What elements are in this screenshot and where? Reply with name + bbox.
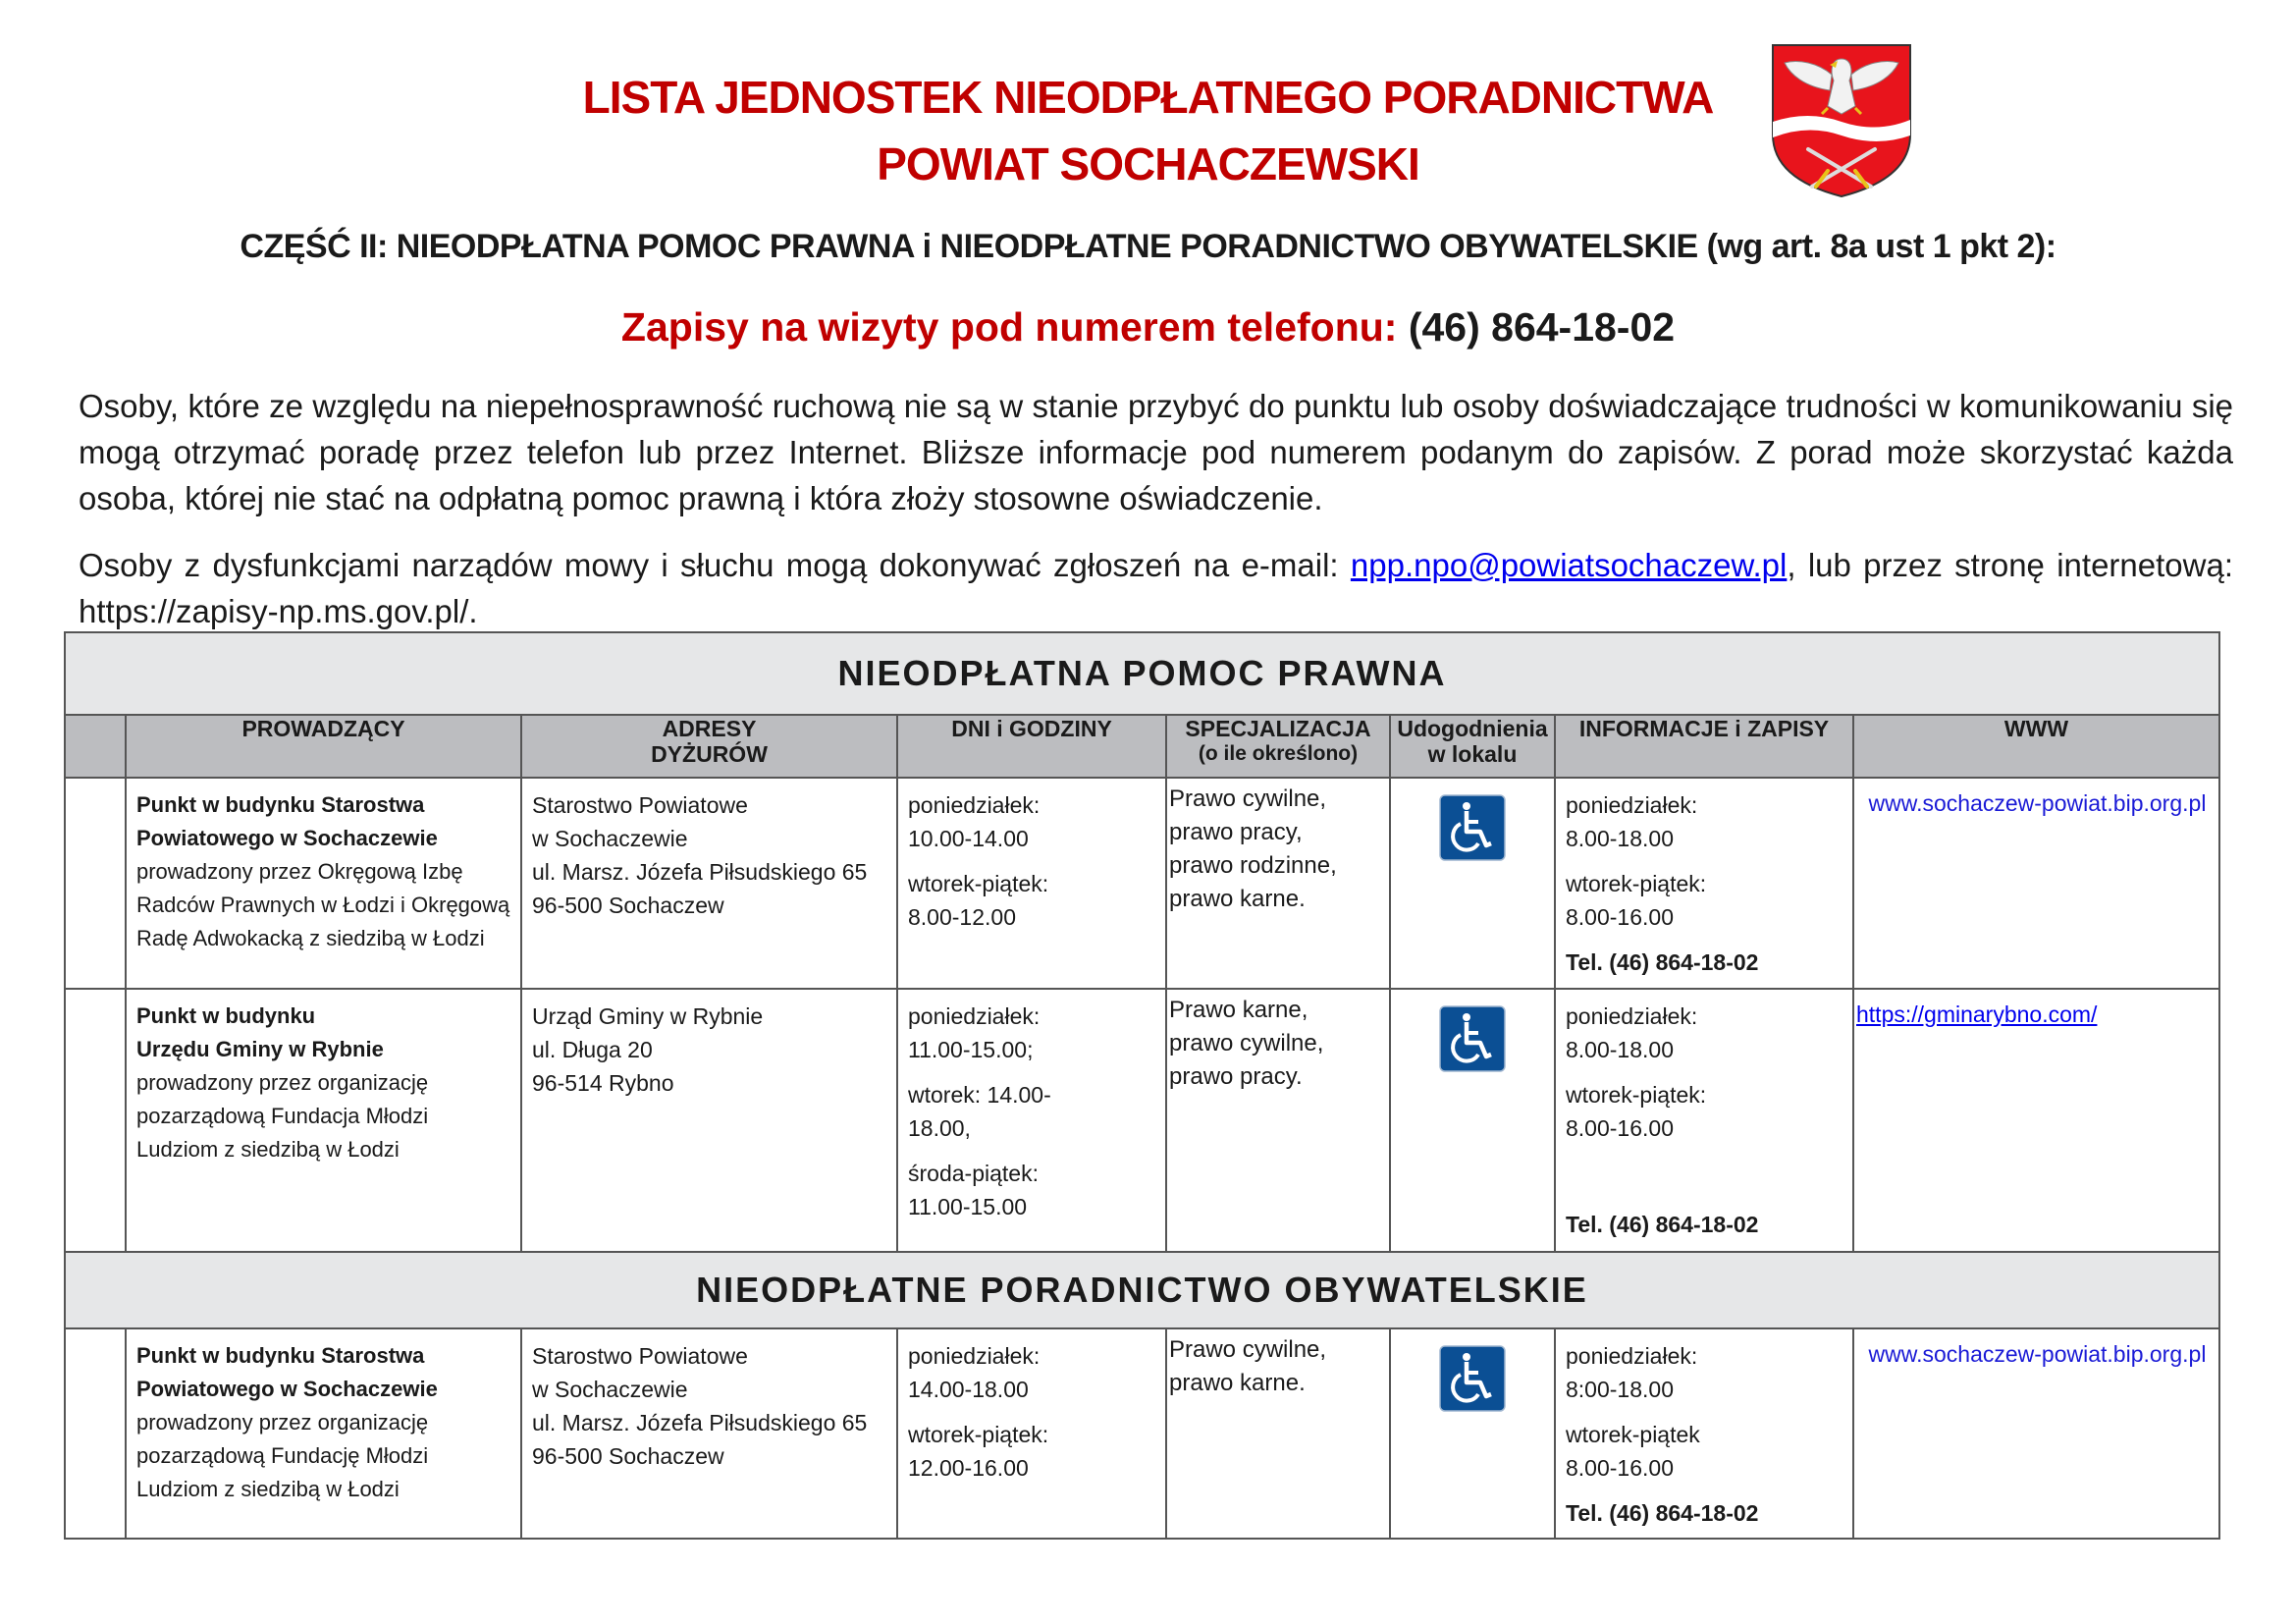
wheelchair-icon [1439, 1345, 1506, 1412]
table-row [65, 1328, 2219, 1539]
www-link[interactable]: www.sochaczew-powiat.bip.org.pl [1868, 1341, 2207, 1367]
section-title-legal-aid: NIEODPŁATNA POMOC PRAWNA [65, 632, 2219, 715]
info-time: 8:00-18.00 [1566, 1377, 1674, 1402]
accessibility-cell [1390, 1328, 1555, 1539]
address-line: ul. Marsz. Józefa Piłsudskiego 65 [532, 859, 868, 885]
info-day: wtorek-piątek [1566, 1422, 1700, 1447]
column-header-spec-line2: (o ile określono) [1198, 742, 1359, 765]
row-index-cell [65, 778, 126, 989]
column-header-adresy-line1: ADRESY [662, 716, 757, 741]
address-line: Urząd Gminy w Rybnie [532, 1003, 764, 1029]
hours-time: 8.00-12.00 [908, 904, 1016, 930]
specialization-item: prawo karne. [1169, 886, 1306, 912]
hours-day: poniedziałek: [908, 792, 1041, 818]
specialization-item: prawo pracy. [1169, 1063, 1303, 1090]
part-heading: CZĘŚĆ II: NIEODPŁATNA POMOC PRAWNA i NIEODPŁATNE PORADNICTWO OBYWATELSKIE (wg art. 8a ust 1 pkt 2): [240, 228, 2056, 265]
hours-day: poniedziałek: [908, 1003, 1041, 1029]
info-time: 8.00-16.00 [1566, 1455, 1674, 1481]
hours-day: poniedziałek: [908, 1343, 1041, 1369]
info-day: poniedziałek: [1566, 1343, 1698, 1369]
section-title-citizen-advice: NIEODPŁATNE PORADNICTWO OBYWATELSKIE [65, 1252, 2219, 1328]
address-cell [521, 1328, 897, 1539]
table-row [65, 778, 2219, 989]
row-index-cell [65, 1328, 126, 1539]
info-time: 8.00-16.00 [1566, 904, 1674, 930]
specialization-cell [1166, 1328, 1390, 1539]
address-line: 96-500 Sochaczew [532, 1443, 724, 1469]
specialization-item: prawo karne. [1169, 1370, 1306, 1396]
point-name-line2: Powiatowego w Sochaczewie [136, 1377, 438, 1401]
www-cell [1853, 989, 2219, 1252]
column-header-prowadzacy: PROWADZĄCY [126, 715, 521, 778]
column-header-www: WWW [1853, 715, 2219, 778]
intro-paragraph-1: Osoby, które ze względu na niepełnosprawność ruchową nie są w stanie przybyć do punktu lub osoby doświadczające trudności w komunikowaniu się mogą otrzymać poradę przez telefon lub przez Internet. Bliższe informacje pod numerem podanym do zapisów. Z porad może skorzystać każda osoba, której nie stać na odpłatną pomoc prawną i która złoży stosowne oświadczenie. [79, 388, 2233, 516]
info-cell [1555, 989, 1853, 1252]
specialization-item: Prawo cywilne, [1169, 1336, 1327, 1363]
www-cell [1853, 1328, 2219, 1539]
operator-description: prowadzony przez organizację pozarządową Fundacja Młodzi Ludziom z siedzibą w Łodzi [136, 1070, 429, 1162]
info-day: poniedziałek: [1566, 792, 1698, 818]
specialization-cell [1166, 989, 1390, 1252]
specialization-item: Prawo karne, [1169, 997, 1308, 1023]
point-name-line1: Punkt w budynku Starostwa [136, 1343, 425, 1368]
address-line: 96-500 Sochaczew [532, 893, 724, 918]
row-index-cell [65, 989, 126, 1252]
hours-time: 11.00-15.00; [908, 1037, 1034, 1062]
column-header-udog-line2: w lokalu [1427, 741, 1518, 767]
www-link[interactable]: www.sochaczew-powiat.bip.org.pl [1868, 790, 2207, 816]
operator-cell [126, 778, 521, 989]
accessibility-cell [1390, 778, 1555, 989]
hours-time: 12.00-16.00 [908, 1455, 1029, 1481]
accessibility-cell [1390, 989, 1555, 1252]
hours-time: 10.00-14.00 [908, 826, 1029, 851]
www-link[interactable]: https://gminarybno.com/ [1856, 1001, 2098, 1027]
column-header-dni: DNI i GODZINY [897, 715, 1166, 778]
info-day: wtorek-piątek: [1566, 1082, 1707, 1108]
address-line: ul. Marsz. Józefa Piłsudskiego 65 [532, 1410, 868, 1435]
info-phone: Tel. (46) 864-18-02 [1566, 949, 1759, 975]
column-header-adresy [521, 715, 897, 778]
info-phone: Tel. (46) 864-18-02 [1566, 1500, 1759, 1526]
wheelchair-icon [1439, 1005, 1506, 1072]
intro-paragraph-2 [79, 542, 2233, 634]
hours-day: środa-piątek: [908, 1161, 1039, 1186]
address-line: Starostwo Powiatowe [532, 1343, 748, 1369]
address-cell [521, 778, 897, 989]
column-header-informacje: INFORMACJE i ZAPISY [1555, 715, 1853, 778]
info-time: 8.00-16.00 [1566, 1115, 1674, 1141]
column-header-adresy-line2: DYŻURÓW [651, 741, 768, 767]
point-name-line2: Powiatowego w Sochaczewie [136, 826, 438, 850]
column-header-spec-line1: SPECJALIZACJA [1185, 716, 1371, 741]
address-line: w Sochaczewie [532, 826, 688, 851]
hours-time: 18.00, [908, 1115, 971, 1141]
document-subtitle: POWIAT SOCHACZEWSKI [877, 138, 1419, 189]
address-line: w Sochaczewie [532, 1377, 688, 1402]
www-cell [1853, 778, 2219, 989]
hours-time: 14.00-18.00 [908, 1377, 1029, 1402]
point-name-line2: Urzędu Gminy w Rybnie [136, 1037, 384, 1061]
address-cell [521, 989, 897, 1252]
address-line: 96-514 Rybno [532, 1070, 674, 1096]
info-time: 8.00-18.00 [1566, 826, 1674, 851]
info-time: 8.00-18.00 [1566, 1037, 1674, 1062]
hours-day: wtorek-piątek: [908, 1422, 1049, 1447]
hours-day: wtorek: 14.00- [908, 1082, 1051, 1108]
operator-cell [126, 989, 521, 1252]
column-header-specjalizacja [1166, 715, 1390, 778]
appointment-phone-label: Zapisy na wizyty pod numerem telefonu: [620, 304, 1398, 350]
wheelchair-icon [1439, 794, 1506, 861]
specialization-item: Prawo cywilne, [1169, 785, 1327, 812]
info-phone: Tel. (46) 864-18-02 [1566, 1212, 1759, 1237]
info-cell [1555, 778, 1853, 989]
hours-cell [897, 1328, 1166, 1539]
column-header-index [65, 715, 126, 778]
hours-day: wtorek-piątek: [908, 871, 1049, 896]
table-header-row [65, 715, 2219, 778]
column-header-udog-line1: Udogodnienia [1397, 716, 1548, 741]
column-header-udogodnienia [1390, 715, 1555, 778]
info-cell [1555, 1328, 1853, 1539]
hours-cell [897, 778, 1166, 989]
address-line: Starostwo Powiatowe [532, 792, 748, 818]
appointment-phone-number: (46) 864-18-02 [1408, 304, 1676, 350]
document-title: LISTA JEDNOSTEK NIEODPŁATNEGO PORADNICTWA [582, 72, 1714, 123]
hours-time: 11.00-15.00 [908, 1194, 1028, 1219]
point-name-line1: Punkt w budynku Starostwa [136, 792, 425, 817]
point-name-line1: Punkt w budynku [136, 1003, 316, 1028]
operator-description: prowadzony przez Okręgową Izbę Radców Prawnych w Łodzi i Okręgową Radę Adwokacką z siedzibą w Łodzi [136, 859, 510, 950]
operator-description: prowadzony przez organizację pozarządową Fundację Młodzi Ludziom z siedzibą w Łodzi [136, 1410, 429, 1501]
intro-paragraph-2-text: Osoby z dysfunkcjami narządów mowy i słuchu mogą dokonywać zgłoszeń na e-mail: [79, 547, 1351, 583]
specialization-cell [1166, 778, 1390, 989]
table-row [65, 989, 2219, 1252]
specialization-item: prawo pracy, [1169, 819, 1303, 845]
address-line: ul. Długa 20 [532, 1037, 653, 1062]
hours-cell [897, 989, 1166, 1252]
coat-of-arms-icon [1769, 41, 1914, 198]
info-day: wtorek-piątek: [1566, 871, 1707, 896]
specialization-item: prawo cywilne, [1169, 1030, 1324, 1056]
info-day: poniedziałek: [1566, 1003, 1698, 1029]
email-link[interactable]: npp.npo@powiatsochaczew.pl [1350, 547, 1788, 583]
legal-aid-table [64, 631, 2220, 1540]
specialization-item: prawo rodzinne, [1169, 852, 1337, 879]
operator-cell [126, 1328, 521, 1539]
intro-paragraph-2-tail: , lub przez stronę internetową: https://zapisy-np.ms.gov.pl/. [79, 547, 2233, 629]
appointment-phone-line [0, 304, 2296, 351]
